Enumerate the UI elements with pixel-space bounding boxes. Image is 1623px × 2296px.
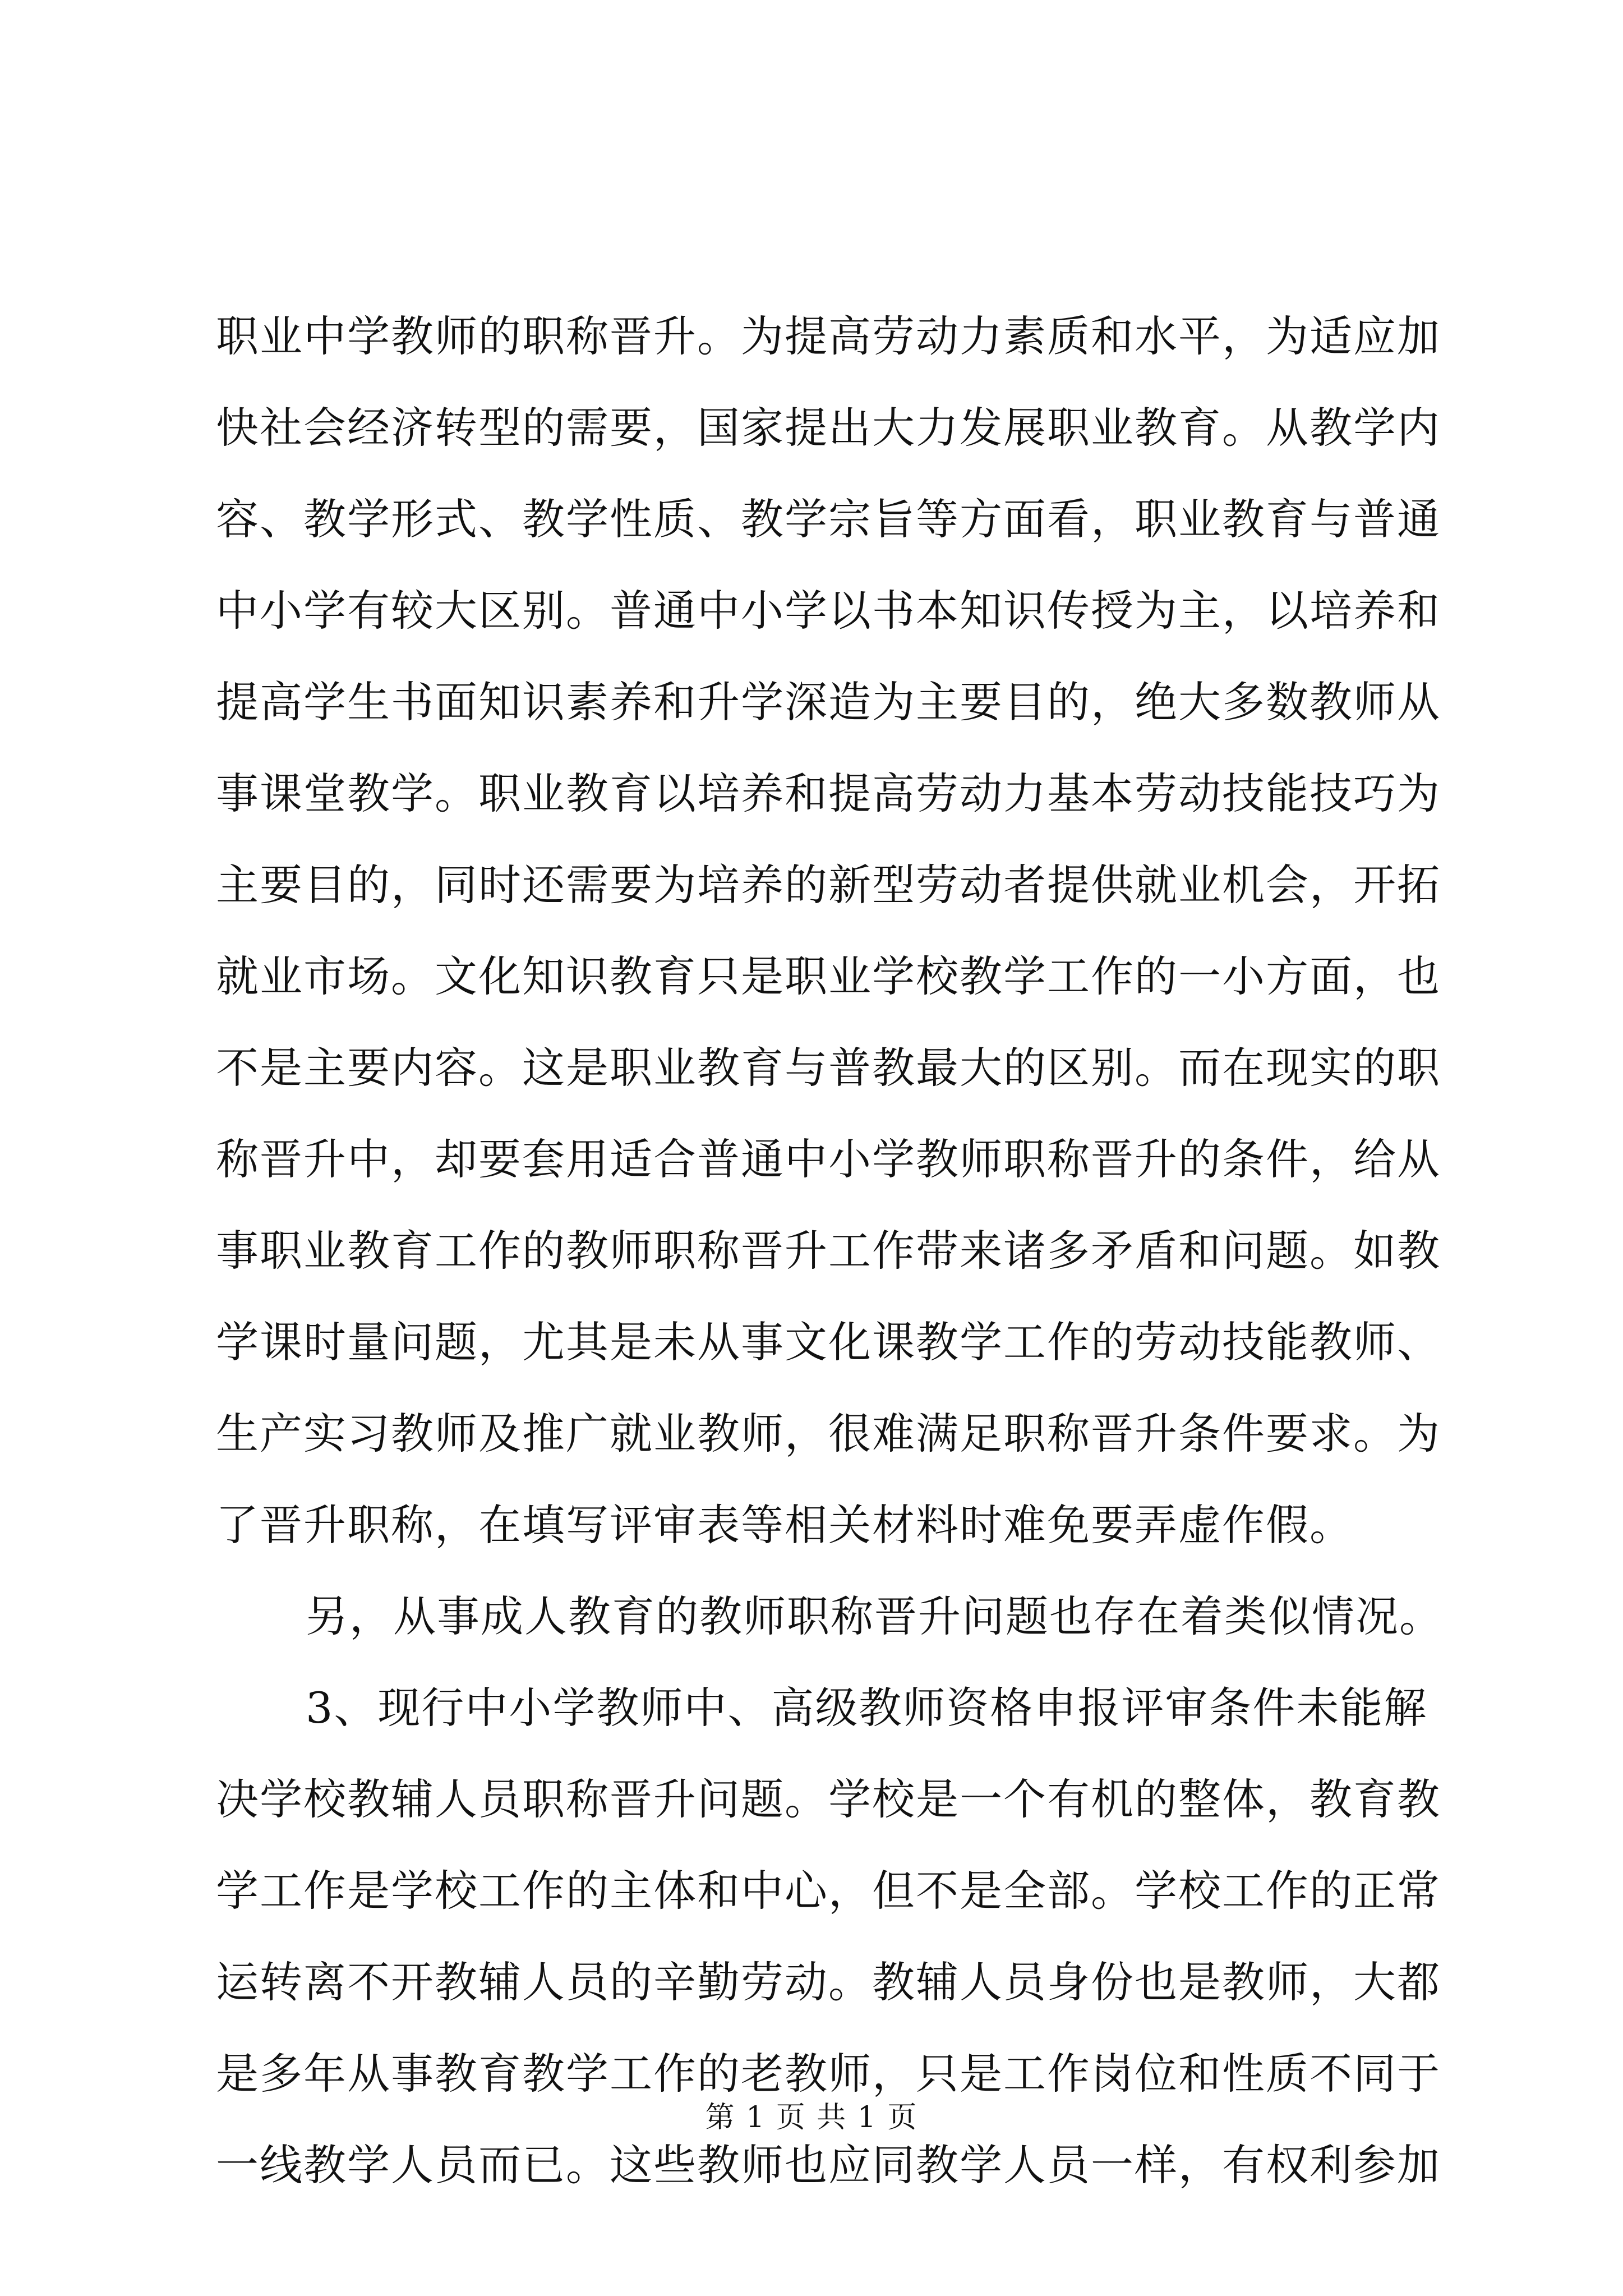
text-line: 职业中学教师的职称晋升。为提高劳动力素质和水平，为适应加 [216,311,1441,361]
text-line: 容、教学形式、教学性质、教学宗旨等方面看，职业教育与普通 [216,494,1441,544]
page-footer: 第 1 页 共 1 页 [705,2101,918,2134]
text-line: 决学校教辅人员职称晋升问题。学校是一个有机的整体，教育教 [216,1774,1441,1824]
text-line: 就业市场。文化知识教育只是职业学校教学工作的一小方面，也 [216,951,1441,1001]
text-line: 提高学生书面知识素养和升学深造为主要目的，绝大多数教师从 [216,677,1441,727]
text-line: 生产实习教师及推广就业教师，很难满足职称晋升条件要求。为 [216,1409,1441,1458]
text-line: 事职业教育工作的教师职称晋升工作带来诸多矛盾和问题。如教 [216,1226,1441,1276]
text-line: 事课堂教学。职业教育以培养和提高劳动力基本劳动技能技巧为 [216,769,1441,818]
document-body [216,291,1443,2211]
text-line: 主要目的，同时还需要为培养的新型劳动者提供就业机会，开拓 [216,860,1441,910]
text-line: 快社会经济转型的需要，国家提出大力发展职业教育。从教学内 [216,403,1441,453]
paragraph-indented: 另，从事成人教育的教师职称晋升问题也存在着类似情况。 [306,1591,1443,1641]
text-line: 了晋升职称，在填写评审表等相关材料时难免要弄虚作假。 [216,1500,1353,1550]
text-line: 学课时量问题，尤其是未从事文化课教学工作的劳动技能教师、 [216,1317,1441,1367]
text-line: 中小学有较大区别。普通中小学以书本知识传授为主，以培养和 [216,586,1441,636]
text-line: 学工作是学校工作的主体和中心，但不是全部。学校工作的正常 [216,1866,1441,1916]
text-line: 称晋升中，却要套用适合普通中小学教师职称晋升的条件，给从 [216,1134,1441,1184]
text-line: 3、现行中小学教师中、高级教师资格申报评审条件未能解 [306,1683,1428,1733]
text-line: 运转离不开教辅人员的辛勤劳动。教辅人员身份也是教师，大都 [216,1957,1441,2007]
text-line: 是多年从事教育教学工作的老教师，只是工作岗位和性质不同于 [216,2049,1441,2099]
text-line: 一线教学人员而已。这些教师也应同教学人员一样，有权利参加 [216,2140,1441,2190]
text-line: 不是主要内容。这是职业教育与普教最大的区别。而在现实的职 [216,1043,1441,1093]
